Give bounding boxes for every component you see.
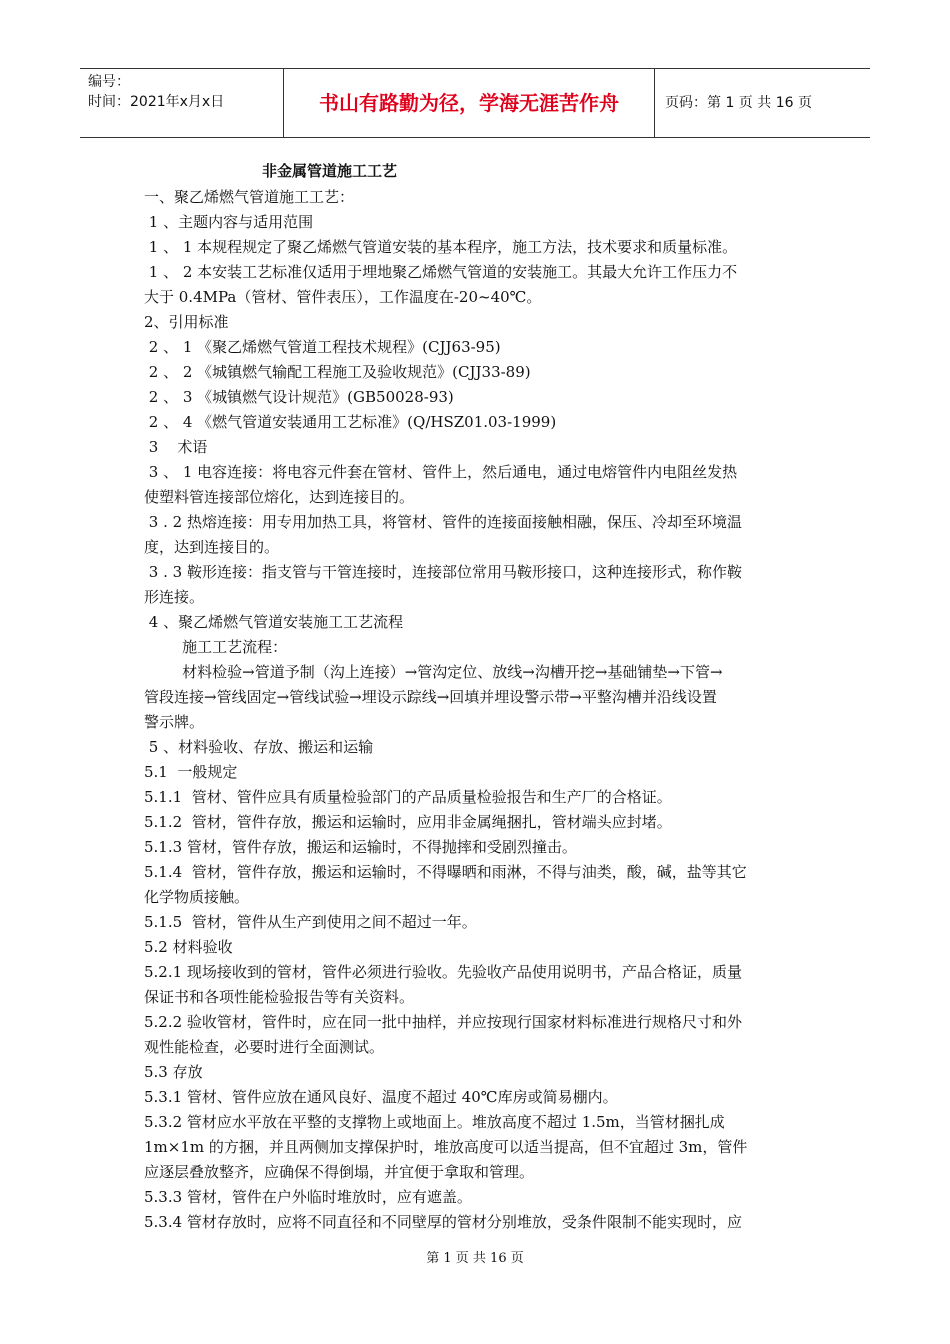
text-line: 5.3 存放 bbox=[144, 1063, 203, 1081]
text-line: 材料检验→管道予制（沟上连接）→管沟定位、放线→沟槽开挖→基础铺垫→下管→ bbox=[144, 663, 723, 681]
text-line: 5.1.2 管材，管件存放，搬运和运输时，应用非金属绳捆扎，管材端头应封堵。 bbox=[144, 813, 672, 831]
text-line: 5.3.4 管材存放时，应将不同直径和不同壁厚的管材分别堆放，受条件限制不能实现时，应 bbox=[144, 1213, 742, 1231]
text-line: 5.2.2 验收管材，管件时，应在同一批中抽样，并应按现行国家材料标准进行规格尺寸和外 bbox=[144, 1013, 742, 1031]
page-footer: 第 1 页 共 16 页 bbox=[426, 1251, 524, 1266]
text-line: 4 、聚乙烯燃气管道安装施工工艺流程 bbox=[144, 613, 404, 631]
number-label: 编号： bbox=[88, 74, 130, 90]
text-line: 一、聚乙烯燃气管道施工工艺： bbox=[144, 188, 355, 206]
text-line: 5.1.3 管材，管件存放，搬运和运输时，不得抛摔和受剧烈撞击。 bbox=[144, 838, 577, 856]
text-line: 观性能检查，必要时进行全面测试。 bbox=[144, 1038, 385, 1056]
text-line: 应逐层叠放整齐，应确保不得倒塌，并宜便于拿取和管理。 bbox=[144, 1163, 535, 1181]
text-line: 3 、 1 电容连接：将电容元件套在管材、管件上，然后通电，通过电熔管件内电阻丝发热 bbox=[144, 463, 738, 481]
header-page-info: 页码：第 1 页 共 16 页 bbox=[665, 95, 812, 111]
document-title: 非金属管道施工工艺 bbox=[262, 162, 398, 180]
text-line: 5 、材料验收、存放、搬运和运输 bbox=[144, 738, 374, 756]
text-line: 2 、 4 《燃气管道安装通用工艺标准》(Q/HSZ01.03-1999) bbox=[144, 413, 557, 431]
text-line: 形连接。 bbox=[144, 588, 205, 606]
text-line: 1 、 1 本规程规定了聚乙烯燃气管道安装的基本程序，施工方法，技术要求和质量标准。 bbox=[144, 238, 738, 256]
text-line: 2 、 1 《聚乙烯燃气管道工程技术规程》(CJJ63-95) bbox=[144, 338, 501, 356]
text-line: 度，达到连接目的。 bbox=[144, 538, 280, 556]
text-line: 2 、 2 《城镇燃气输配工程施工及验收规范》(CJJ33-89) bbox=[144, 363, 531, 381]
text-line: 5.3.1 管材、管件应放在通风良好、温度不超过 40℃库房或简易棚内。 bbox=[144, 1088, 618, 1106]
text-line: 3 术语 bbox=[144, 438, 208, 456]
text-line: 使塑料管连接部位熔化，达到连接目的。 bbox=[144, 488, 415, 506]
text-line: 1m×1m 的方捆，并且两侧加支撑保护时，堆放高度可以适当提高，但不宜超过 3m，管件 bbox=[144, 1138, 748, 1156]
text-line: 施工工艺流程： bbox=[144, 638, 288, 656]
document-header bbox=[80, 68, 870, 138]
text-line: 5.1.1 管材、管件应具有质量检验部门的产品质量检验报告和生产厂的合格证。 bbox=[144, 788, 672, 806]
text-line: 警示牌。 bbox=[144, 713, 205, 731]
text-line: 5.1 一般规定 bbox=[144, 763, 238, 781]
text-line: 5.1.4 管材，管件存放，搬运和运输时，不得曝晒和雨淋，不得与油类，酸，碱，盐等其它 bbox=[144, 863, 747, 881]
text-line: 2 、 3 《城镇燃气设计规范》(GB50028-93) bbox=[144, 388, 454, 406]
text-line: 1 、 2 本安装工艺标准仅适用于埋地聚乙烯燃气管道的安装施工。其最大允许工作压力不 bbox=[144, 263, 738, 281]
text-line: 保证书和各项性能检验报告等有关资料。 bbox=[144, 988, 415, 1006]
text-line: 化学物质接触。 bbox=[144, 888, 250, 906]
text-line: 3 . 2 热熔连接：用专用加热工具，将管材、管件的连接面接触相融，保压、冷却至环境温 bbox=[144, 513, 742, 531]
header-meta bbox=[80, 69, 284, 137]
document-body bbox=[144, 185, 809, 1235]
text-line: 2、引用标准 bbox=[144, 313, 229, 331]
text-line: 5.3.2 管材应水平放在平整的支撑物上或地面上。堆放高度不超过 1.5m，当管材捆扎成 bbox=[144, 1113, 725, 1131]
text-line: 大于 0.4MPa（管材、管件表压），工作温度在-20~40℃。 bbox=[144, 288, 542, 306]
text-line: 管段连接→管线固定→管线试验→埋设示踪线→回填并埋设警示带→平整沟槽并沿线设置 bbox=[144, 688, 717, 706]
time-label: 时间：2021年x月x日 bbox=[88, 94, 225, 110]
text-line: 5.2.1 现场接收到的管材，管件必须进行验收。先验收产品使用说明书，产品合格证，质量 bbox=[144, 963, 742, 981]
text-line: 1 、主题内容与适用范围 bbox=[144, 213, 314, 231]
header-motto: 书山有路勤为径，学海无涯苦作舟 bbox=[284, 69, 655, 137]
text-line: 5.3.3 管材，管件在户外临时堆放时，应有遮盖。 bbox=[144, 1188, 472, 1206]
text-line: 5.2 材料验收 bbox=[144, 938, 233, 956]
text-line: 5.1.5 管材，管件从生产到使用之间不超过一年。 bbox=[144, 913, 477, 931]
text-line: 3 . 3 鞍形连接：指支管与干管连接时，连接部位常用马鞍形接口，这种连接形式，称作鞍 bbox=[144, 563, 742, 581]
